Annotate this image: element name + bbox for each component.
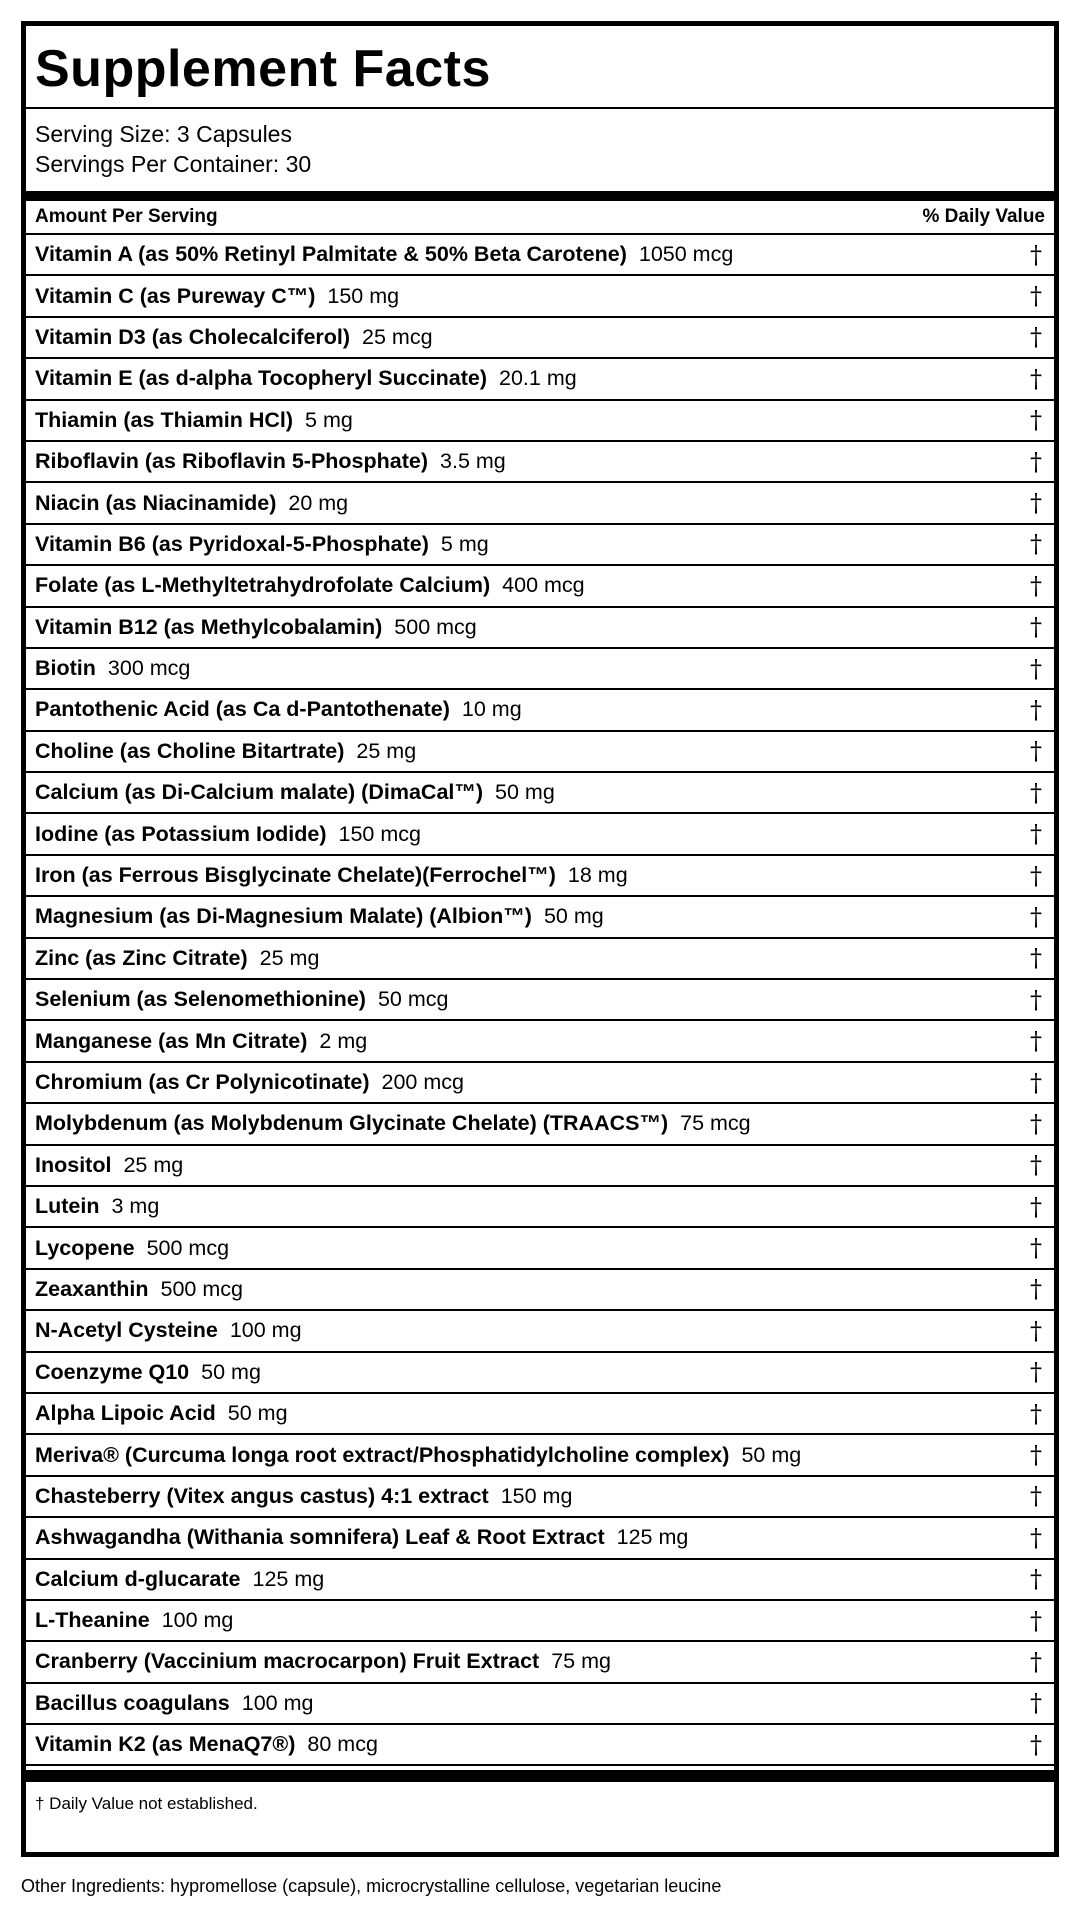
nutrient-name: Zinc (as Zinc Citrate) xyxy=(35,945,248,970)
nutrient-name: Manganese (as Mn Citrate) xyxy=(35,1028,308,1053)
nutrient-amount: 150 mg xyxy=(327,283,400,308)
nutrient-row xyxy=(26,608,1054,649)
nutrient-name: Molybdenum (as Molybdenum Glycinate Chelate) (TRAACS™) xyxy=(35,1111,669,1136)
nutrient-name: Selenium (as Selenomethionine) xyxy=(35,987,366,1012)
daily-value-dagger: † xyxy=(1030,1647,1042,1676)
column-header-row xyxy=(26,201,1054,235)
daily-value-dagger: † xyxy=(1030,1192,1042,1221)
nutrient-name: Iron (as Ferrous Bisglycinate Chelate)(Ferrochel™) xyxy=(35,863,556,888)
daily-value-dagger: † xyxy=(1030,1523,1042,1552)
nutrient-name: Zeaxanthin xyxy=(35,1276,149,1301)
nutrient-main xyxy=(35,987,448,1012)
nutrient-row xyxy=(26,1642,1054,1683)
nutrient-row xyxy=(26,897,1054,938)
daily-value-dagger: † xyxy=(1030,406,1042,435)
nutrient-main xyxy=(35,1525,688,1550)
nutrient-row xyxy=(26,1353,1054,1394)
daily-value-dagger: † xyxy=(1030,571,1042,600)
nutrient-name: Magnesium (as Di-Magnesium Malate) (Albion™) xyxy=(35,904,532,929)
daily-value-dagger: † xyxy=(1030,240,1042,269)
daily-value-dagger: † xyxy=(1030,489,1042,518)
daily-value-dagger: † xyxy=(1030,323,1042,352)
nutrient-main xyxy=(35,1153,183,1178)
daily-value-dagger: † xyxy=(1030,1027,1042,1056)
nutrient-row xyxy=(26,318,1054,359)
nutrient-row xyxy=(26,566,1054,607)
nutrient-main xyxy=(35,656,190,681)
daily-value-header: % Daily Value xyxy=(922,206,1045,227)
nutrient-main xyxy=(35,1318,302,1343)
nutrient-main xyxy=(35,946,319,971)
nutrient-main xyxy=(35,1649,611,1674)
nutrient-name: Lycopene xyxy=(35,1235,135,1260)
daily-value-dagger: † xyxy=(1030,902,1042,931)
nutrient-row xyxy=(26,1311,1054,1352)
nutrient-name: Pantothenic Acid (as Ca d-Pantothenate) xyxy=(35,697,450,722)
nutrient-row xyxy=(26,814,1054,855)
nutrient-main xyxy=(35,1484,572,1509)
nutrient-amount: 50 mg xyxy=(201,1359,261,1384)
nutrient-row xyxy=(26,980,1054,1021)
panel-title: Supplement Facts xyxy=(35,39,491,98)
nutrient-main xyxy=(35,1277,243,1302)
daily-value-dagger: † xyxy=(1030,778,1042,807)
daily-value-dagger: † xyxy=(1030,1358,1042,1387)
nutrient-amount: 5 mg xyxy=(440,531,489,556)
nutrient-amount: 75 mcg xyxy=(680,1111,751,1136)
daily-value-dagger: † xyxy=(1030,1234,1042,1263)
nutrient-name: Vitamin D3 (as Cholecalciferol) xyxy=(35,324,351,349)
nutrient-main xyxy=(35,532,489,557)
nutrient-name: Lutein xyxy=(35,1194,100,1219)
nutrient-main xyxy=(35,573,585,598)
nutrient-row xyxy=(26,235,1054,276)
amount-per-serving-header: Amount Per Serving xyxy=(35,206,218,227)
nutrient-name: Vitamin E (as d-alpha Tocopheryl Succinate) xyxy=(35,366,488,391)
nutrient-row xyxy=(26,773,1054,814)
nutrient-main xyxy=(35,366,577,391)
nutrient-main xyxy=(35,491,348,516)
nutrient-amount: 200 mcg xyxy=(381,1070,464,1094)
nutrient-name: Vitamin A (as 50% Retinyl Palmitate & 50% Beta Carotene) xyxy=(35,242,627,267)
nutrient-row xyxy=(26,1725,1054,1766)
nutrient-row xyxy=(26,525,1054,566)
nutrient-amount: 25 mcg xyxy=(362,324,433,349)
nutrient-row xyxy=(26,1518,1054,1559)
nutrient-name: L-Theanine xyxy=(35,1608,150,1633)
serving-size: Serving Size: 3 Capsules xyxy=(35,121,292,147)
nutrient-row xyxy=(26,1435,1054,1476)
nutrient-row xyxy=(26,1684,1054,1725)
daily-value-dagger: † xyxy=(1030,530,1042,559)
nutrient-name: Meriva® (Curcuma longa root extract/Phosphatidylcholine complex) xyxy=(35,1442,730,1467)
daily-value-dagger: † xyxy=(1030,1399,1042,1428)
nutrient-main xyxy=(35,1691,313,1716)
nutrient-amount: 500 mcg xyxy=(394,614,477,639)
daily-value-dagger: † xyxy=(1030,1482,1042,1511)
nutrient-name: Calcium (as Di-Calcium malate) (DimaCal™) xyxy=(35,780,484,805)
nutrient-amount: 400 mcg xyxy=(502,573,585,598)
daily-value-dagger: † xyxy=(1030,1730,1042,1759)
nutrient-amount: 2 mg xyxy=(319,1028,368,1053)
nutrient-amount: 500 mcg xyxy=(146,1235,230,1260)
nutrient-row xyxy=(26,732,1054,773)
daily-value-dagger: † xyxy=(1030,447,1042,476)
daily-value-dagger: † xyxy=(1030,861,1042,890)
nutrient-name: Coenzyme Q10 xyxy=(35,1359,190,1384)
nutrient-amount: 3.5 mg xyxy=(440,449,506,474)
daily-value-dagger: † xyxy=(1030,695,1042,724)
nutrient-name: Vitamin C (as Pureway C™) xyxy=(35,283,316,308)
nutrient-row xyxy=(26,1270,1054,1311)
daily-value-dagger: † xyxy=(1030,613,1042,642)
nutrient-amount: 1050 mcg xyxy=(638,242,734,267)
daily-value-dagger: † xyxy=(1030,1441,1042,1470)
nutrient-amount: 75 mg xyxy=(551,1649,611,1674)
daily-value-dagger: † xyxy=(1030,737,1042,766)
nutrient-main xyxy=(35,822,421,847)
daily-value-dagger: † xyxy=(1030,1316,1042,1345)
nutrient-name: Iodine (as Potassium Iodide) xyxy=(35,821,327,846)
nutrient-name: N-Acetyl Cysteine xyxy=(35,1318,218,1343)
nutrient-amount: 150 mcg xyxy=(338,821,421,846)
nutrient-amount: 100 mg xyxy=(241,1690,314,1715)
daily-value-dagger: † xyxy=(1030,1275,1042,1304)
nutrient-name: Biotin xyxy=(35,656,96,681)
nutrient-list xyxy=(26,235,1054,1766)
nutrient-main xyxy=(35,697,522,722)
daily-value-dagger: † xyxy=(1030,985,1042,1014)
nutrient-name: Alpha Lipoic Acid xyxy=(35,1401,216,1426)
nutrient-main xyxy=(35,1567,324,1592)
nutrient-amount: 50 mg xyxy=(741,1442,802,1467)
nutrient-main xyxy=(35,1360,261,1385)
nutrient-name: Cranberry (Vaccinium macrocarpon) Fruit Extract xyxy=(35,1649,540,1674)
nutrient-main xyxy=(35,325,433,350)
nutrient-main xyxy=(35,1732,378,1757)
footnote: † Daily Value not established. xyxy=(35,1794,258,1814)
nutrient-amount: 150 mg xyxy=(500,1483,573,1508)
nutrient-amount: 50 mg xyxy=(227,1401,288,1426)
daily-value-dagger: † xyxy=(1030,1109,1042,1138)
nutrient-main xyxy=(35,242,733,267)
nutrient-row xyxy=(26,401,1054,442)
nutrient-main xyxy=(35,1401,288,1426)
daily-value-dagger: † xyxy=(1030,1565,1042,1594)
daily-value-dagger: † xyxy=(1030,1068,1042,1097)
nutrient-name: Choline (as Choline Bitartrate) xyxy=(35,738,345,763)
nutrient-amount: 5 mg xyxy=(305,407,353,432)
nutrient-amount: 100 mg xyxy=(161,1608,234,1633)
nutrient-row xyxy=(26,1146,1054,1187)
nutrient-main xyxy=(35,408,353,433)
other-ingredients: Other Ingredients: hypromellose (capsule), microcrystalline cellulose, vegetarian leucine xyxy=(21,1876,722,1896)
nutrient-row xyxy=(26,690,1054,731)
nutrient-amount: 18 mg xyxy=(567,863,628,888)
nutrient-amount: 80 mcg xyxy=(307,1732,378,1757)
nutrient-row xyxy=(26,359,1054,400)
nutrient-name: Chasteberry (Vitex angus castus) 4:1 extract xyxy=(35,1483,489,1508)
nutrient-amount: 500 mcg xyxy=(160,1276,243,1301)
nutrient-amount: 25 mg xyxy=(123,1152,184,1177)
nutrient-name: Vitamin B6 (as Pyridoxal-5-Phosphate) xyxy=(35,531,429,556)
nutrient-row xyxy=(26,1104,1054,1145)
nutrient-amount: 25 mg xyxy=(259,945,320,970)
daily-value-dagger: † xyxy=(1030,282,1042,311)
nutrient-row xyxy=(26,856,1054,897)
bottom-divider xyxy=(26,1770,1054,1782)
nutrient-name: Thiamin (as Thiamin HCl) xyxy=(35,407,294,432)
nutrient-main xyxy=(35,863,628,888)
nutrient-name: Niacin (as Niacinamide) xyxy=(35,490,277,515)
nutrient-row xyxy=(26,939,1054,980)
nutrient-amount: 50 mcg xyxy=(377,987,449,1012)
nutrient-row xyxy=(26,1063,1054,1104)
nutrient-name: Inositol xyxy=(35,1152,112,1177)
daily-value-dagger: † xyxy=(1030,1151,1042,1180)
nutrient-name: Calcium d-glucarate xyxy=(35,1566,241,1591)
servings-per-container: Servings Per Container: 30 xyxy=(35,151,312,177)
nutrient-amount: 10 mg xyxy=(461,697,522,722)
nutrient-main xyxy=(35,1194,159,1219)
serving-info xyxy=(26,109,1054,191)
thick-divider xyxy=(26,191,1054,201)
nutrient-main xyxy=(35,1443,801,1468)
nutrient-row xyxy=(26,649,1054,690)
nutrient-main xyxy=(35,615,477,640)
nutrient-main xyxy=(35,1236,229,1261)
nutrient-amount: 125 mg xyxy=(616,1525,689,1550)
daily-value-dagger: † xyxy=(1030,1606,1042,1635)
nutrient-amount: 300 mcg xyxy=(107,656,191,681)
nutrient-row xyxy=(26,1477,1054,1518)
nutrient-amount: 20 mg xyxy=(288,490,349,515)
nutrient-row xyxy=(26,1601,1054,1642)
nutrient-main xyxy=(35,739,416,764)
nutrient-amount: 50 mg xyxy=(543,904,604,929)
daily-value-dagger: † xyxy=(1030,1689,1042,1718)
daily-value-dagger: † xyxy=(1030,364,1042,393)
nutrient-main xyxy=(35,1029,367,1054)
nutrient-name: Folate (as L-Methyltetrahydrofolate Calcium) xyxy=(35,573,491,598)
nutrient-row xyxy=(26,1394,1054,1435)
nutrient-main xyxy=(35,1608,233,1633)
nutrient-name: Riboflavin (as Riboflavin 5-Phosphate) xyxy=(35,449,429,474)
nutrient-amount: 3 mg xyxy=(111,1194,160,1219)
nutrient-main xyxy=(35,780,555,805)
nutrient-row xyxy=(26,483,1054,524)
daily-value-dagger: † xyxy=(1030,820,1042,849)
nutrient-row xyxy=(26,1187,1054,1228)
nutrient-row xyxy=(26,1228,1054,1269)
nutrient-amount: 50 mg xyxy=(495,780,555,805)
nutrient-amount: 100 mg xyxy=(229,1318,302,1343)
nutrient-main xyxy=(35,1111,751,1136)
nutrient-name: Vitamin K2 (as MenaQ7®) xyxy=(35,1732,296,1757)
nutrient-amount: 25 mg xyxy=(356,738,417,763)
nutrient-main xyxy=(35,284,399,309)
nutrient-name: Ashwagandha (Withania somnifera) Leaf & Root Extract xyxy=(35,1525,605,1550)
nutrient-name: Bacillus coagulans xyxy=(35,1690,230,1715)
nutrient-row xyxy=(26,1560,1054,1601)
supplement-facts-panel xyxy=(21,21,1059,1857)
nutrient-amount: 125 mg xyxy=(252,1566,325,1591)
nutrient-row xyxy=(26,1021,1054,1062)
nutrient-row xyxy=(26,276,1054,317)
nutrient-row xyxy=(26,442,1054,483)
daily-value-dagger: † xyxy=(1030,654,1042,683)
nutrient-main xyxy=(35,449,506,474)
nutrient-name: Chromium (as Cr Polynicotinate) xyxy=(35,1070,370,1094)
nutrient-main xyxy=(35,904,604,929)
nutrient-main xyxy=(35,1070,464,1095)
nutrient-name: Vitamin B12 (as Methylcobalamin) xyxy=(35,614,383,639)
daily-value-dagger: † xyxy=(1030,944,1042,973)
title-section xyxy=(26,26,1054,109)
nutrient-amount: 20.1 mg xyxy=(499,366,577,391)
